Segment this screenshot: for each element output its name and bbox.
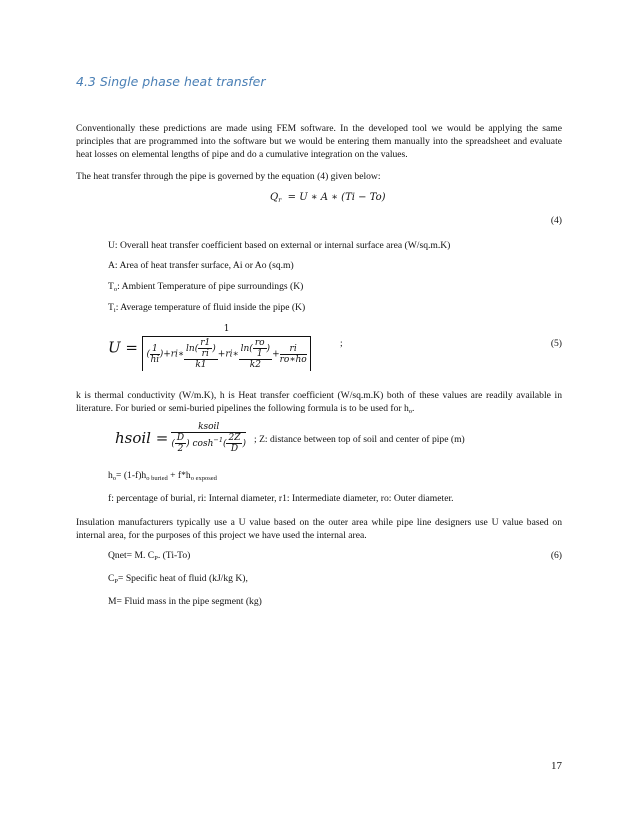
definition-f: f: percentage of burial, ri: Internal diameter, r1: Intermediate diameter, ro: Outer diameter. <box>108 493 454 504</box>
definition-A: A: Area of heat transfer surface, Ai or Ao (sq.m) <box>108 260 294 271</box>
equation-6-number: (6) <box>550 550 562 561</box>
page-number: 17 <box>551 760 562 772</box>
paragraph-conductivity: k is thermal conductivity (W/m.K), h is Heat transfer coefficient (W/sq.m.K) both of these values are readily available in literature. For buried or semi-buried pipelines the following formula is to be used for $h_o$. <box>76 390 562 415</box>
paragraph-insulation: Insulation manufacturers typically use a U value based on the outer area while pipe line designers use U value based on internal area, for the purposes of this project we have used the internal area. <box>76 517 562 541</box>
equation-hsoil: hsoil = ksoil ( $\frac{D}{2}$ ) $\cosh^{-1}$( $\frac{2Z}{D}$ ) <box>115 422 246 454</box>
hsoil-note: ; Z: distance between top of soil and center of pipe (m) <box>254 434 465 445</box>
definition-U: U: Overall heat transfer coefficient based on external or internal surface area (W/sq.m.K) <box>108 240 451 251</box>
definition-To: $T_o$: Ambient Temperature of pipe surroundings (K) <box>108 281 304 293</box>
equation-5-number: (5) <box>550 338 562 349</box>
equation-4: $Q_r = U$ ∗ A ∗ (Ti − To) <box>270 192 386 204</box>
paragraph-intro: Conventionally these predictions are made using FEM software. In the developed tool we would be applying the same principles that are programmed into the software but we would be entering them manually into the spreadsheet and evaluate heat losses on elemental lengths of pipe and do a cumulative integration on the values. <box>76 123 562 160</box>
definition-Cp: $C_P=$ Specific heat of fluid (kJ/kg K), <box>108 573 248 585</box>
definition-Ti: $T_i$: Average temperature of fluid inside the pipe (K) <box>108 302 306 314</box>
definition-ho: $h_o= (1-f)h_{o buried} + f*h_{o exposed}$ <box>108 470 217 482</box>
equation-4-number: (4) <box>550 215 562 226</box>
definition-M: M= Fluid mass in the pipe segment (kg) <box>108 596 262 607</box>
section-heading: 4.3 Single phase heat transfer <box>76 74 266 89</box>
paragraph-governing: The heat transfer through the pipe is governed by the equation (4) given below: <box>76 171 381 182</box>
equation-5: U = 1 ( $\frac{1}{hi}$ )+ri∗ ln( $\frac{r1}{ri}$ ) k1 +ri∗ ln( $\frac{ro}{1}$ ) k2 + $\frac{ri}{ro∗ho}$ <box>108 324 311 371</box>
equation-6: Qnet= M. $C_P$. (Ti-To) <box>108 550 191 562</box>
equation-5-trail: ; <box>340 338 343 349</box>
